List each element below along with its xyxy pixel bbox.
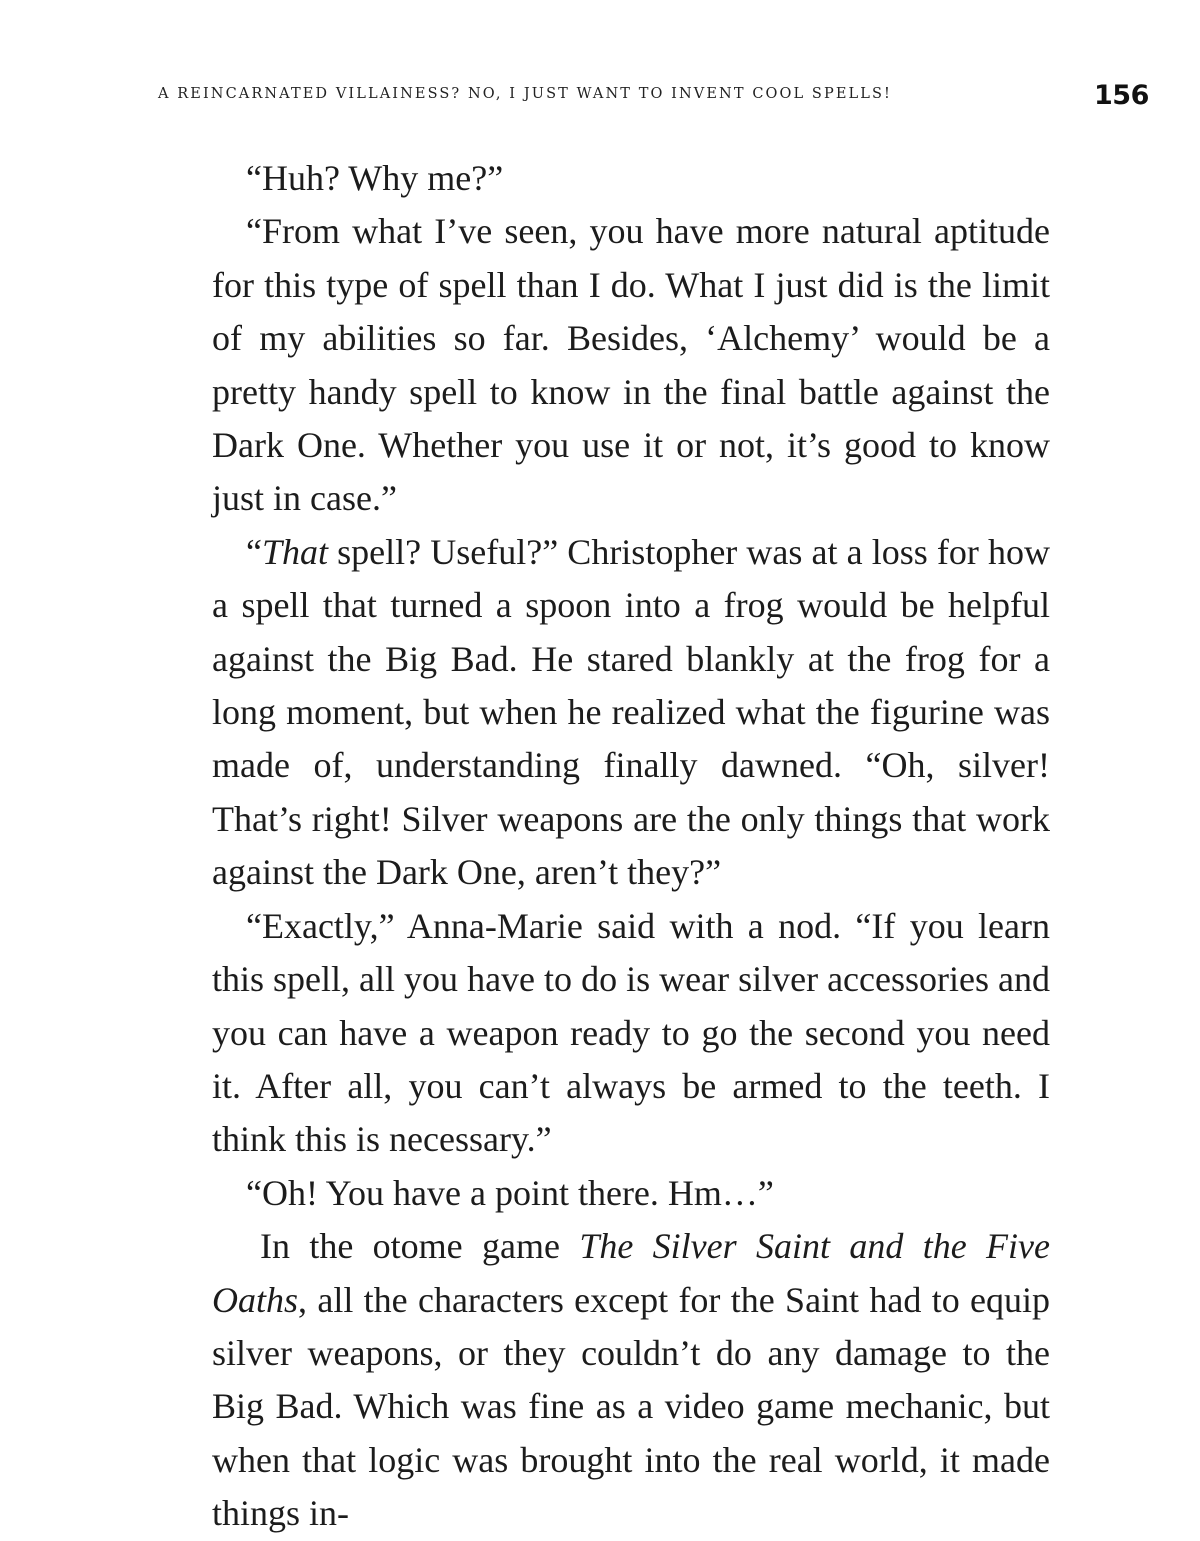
paragraph: [212, 526, 1050, 900]
page-number: 156: [1094, 80, 1149, 111]
paragraph: [212, 1220, 1050, 1540]
emphasis: That: [261, 531, 329, 572]
running-head: A REINCARNATED VILLAINESS? NO, I JUST WANT TO INVENT COOL SPELLS!: [158, 86, 892, 102]
text-span: , all the characters except for the Saint had to equip silver weapons, or they couldn’t do any damage to the Big Bad. Which was fine as a video game mechanic, but when that logic was brought into the real world, it made things in-: [212, 1279, 1050, 1534]
book-title: The Silver Saint and the Five Oaths: [212, 1226, 1050, 1320]
paragraph: “Oh! You have a point there. Hm…”: [246, 1172, 774, 1213]
paragraph: “Exactly,” Anna-Marie said with a nod. “If you learn this spell, all you have to do is wear silver accessories and you can have a weapon ready to go the second you need it. After all, you can’t always be armed to the teeth. I think this is necessary.”: [212, 905, 1050, 1160]
paragraph: “Huh? Why me?”: [246, 158, 504, 198]
text-span: In the otome game: [260, 1226, 580, 1267]
text-span: “: [246, 531, 262, 572]
body-text: [212, 152, 1050, 1541]
paragraph: “From what I’ve seen, you have more natural aptitude for this type of spell than I do. What I just did is the limit of my abilities so far. Besides, ‘Alchemy’ would be a pretty handy spell to know in the final battle against the Dark One. Whether you use it or not, it’s good to know just in case.”: [212, 211, 1050, 519]
text-span: spell? Useful?” Christopher was at a loss for how a spell that turned a spoon into a frog would be helpful against the Big Bad. He stared blankly at the frog for a long moment, but when he realized what the figurine was made of, understanding finally dawned. “Oh, silver! That’s right! Silver weapons are the only things that work against the Dark One, aren’t they?”: [212, 531, 1050, 893]
